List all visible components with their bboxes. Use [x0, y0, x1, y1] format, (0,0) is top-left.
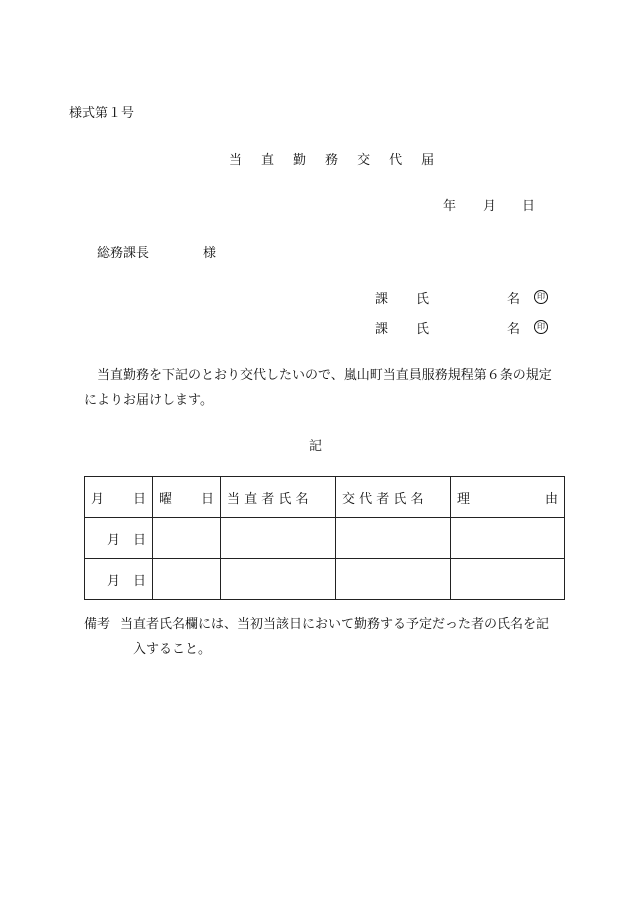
addressee-title: 総務課長	[97, 246, 150, 261]
title-char: 代	[389, 153, 403, 168]
addressee-honorific: 様	[203, 246, 217, 261]
substitute-cell[interactable]	[336, 518, 451, 559]
signature-name-label: 名	[507, 292, 521, 307]
signature-dept-field[interactable]: 課	[375, 322, 389, 337]
seal-icon: 印	[534, 290, 548, 304]
title-char: 直	[261, 153, 275, 168]
header-reason: 理 由	[451, 477, 565, 518]
date-cell[interactable]: 月 日	[85, 518, 153, 559]
seal-icon: 印	[534, 320, 548, 334]
section-mark: 記	[309, 439, 323, 454]
date-day-field[interactable]: 日	[522, 199, 536, 214]
table-row	[85, 559, 565, 600]
signature-name-field[interactable]: 氏	[416, 322, 430, 337]
title-char: 勤	[293, 153, 307, 168]
note-text-line: 入すること。	[120, 642, 212, 657]
note-text-line: 当直者氏名欄には、当初当該日において勤務する予定だった者の氏名を記	[120, 617, 550, 632]
date-month-field[interactable]: 月	[483, 199, 497, 214]
signature-name-label: 名	[507, 322, 521, 337]
page-title	[229, 149, 453, 168]
table-header-row	[85, 477, 565, 518]
weekday-cell[interactable]	[153, 559, 221, 600]
title-char: 当	[229, 153, 243, 168]
shift-change-table	[84, 476, 565, 600]
header-substitute: 交 代 者 氏 名	[336, 477, 451, 518]
weekday-cell[interactable]	[153, 518, 221, 559]
signature-dept-field[interactable]: 課	[375, 292, 389, 307]
title-char: 届	[421, 153, 435, 168]
duty-person-cell[interactable]	[221, 518, 336, 559]
title-char: 交	[357, 153, 371, 168]
date-cell[interactable]: 月 日	[85, 559, 153, 600]
date-year-field[interactable]: 年	[443, 199, 457, 214]
header-date: 月 日	[85, 477, 153, 518]
body-text-line: 当直勤務を下記のとおり交代したいので、嵐山町当直員服務規程第６条の規定	[97, 368, 552, 383]
signature-name-field[interactable]: 氏	[416, 292, 430, 307]
table-row	[85, 518, 565, 559]
header-weekday: 曜 日	[153, 477, 221, 518]
form-number: 様式第１号	[69, 106, 135, 121]
note-label: 備考	[84, 617, 111, 632]
reason-cell[interactable]	[451, 559, 565, 600]
body-text-line: によりお届けします。	[84, 393, 213, 408]
header-duty-person: 当 直 者 氏 名	[221, 477, 336, 518]
reason-cell[interactable]	[451, 518, 565, 559]
duty-person-cell[interactable]	[221, 559, 336, 600]
title-char: 務	[325, 153, 339, 168]
substitute-cell[interactable]	[336, 559, 451, 600]
